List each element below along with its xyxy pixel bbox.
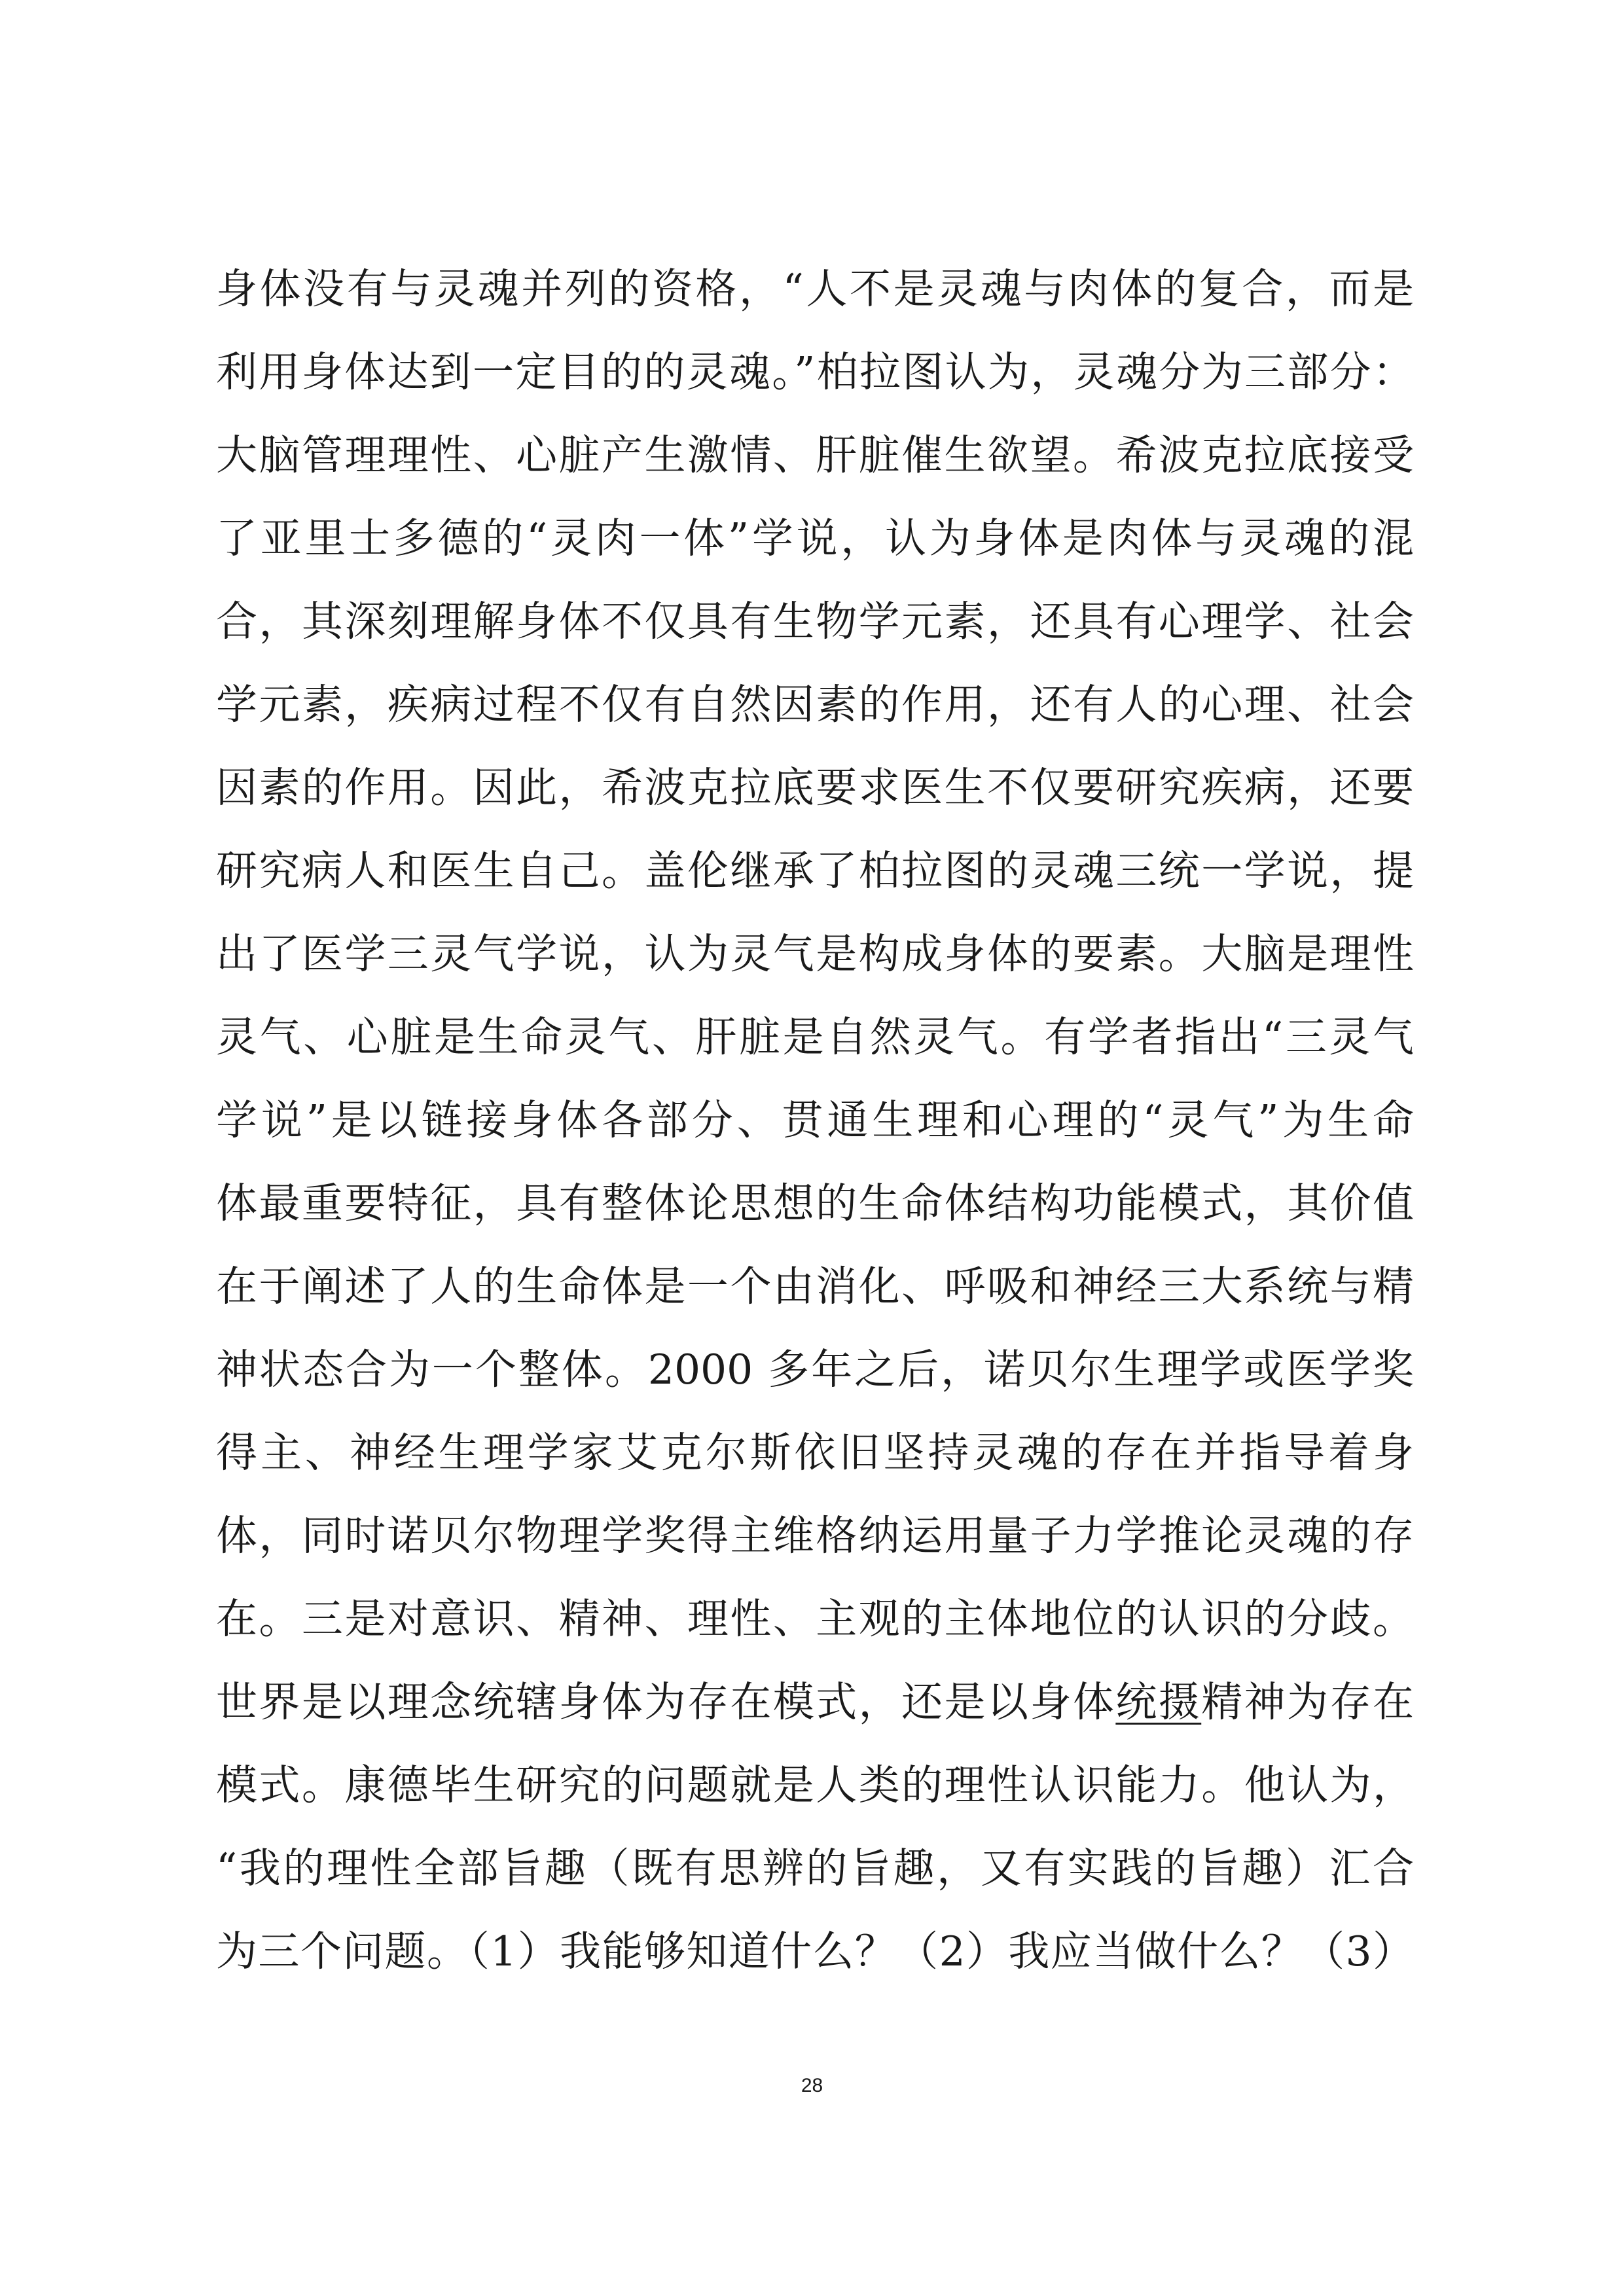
text-line: 模式。康德毕生研究的问题就是人类的理性认识能力。他认为， — [216, 1761, 1414, 1809]
text-segment: 世界是以理念统辖身体为存在模式，还是以身体 — [216, 1678, 1116, 1726]
text-segment: 精神为存在 — [1201, 1678, 1414, 1726]
text-line — [216, 1660, 1414, 1744]
body-text — [216, 247, 1414, 1993]
text-line: 体最重要特征，具有整体论思想的生命体结构功能模式，其价值 — [216, 1179, 1414, 1227]
text-line: 研究病人和医生自己。盖伦继承了柏拉图的灵魂三统一学说，提 — [216, 847, 1414, 895]
text-line: 体，同时诺贝尔物理学奖得主维格纳运用量子力学推论灵魂的存 — [216, 1512, 1414, 1560]
text-line: 在于阐述了人的生命体是一个由消化、呼吸和神经三大系统与精 — [216, 1263, 1414, 1310]
text-line: 为三个问题。（1）我能够知道什么？（2）我应当做什么？（3） — [216, 1928, 1414, 1975]
text-line: 因素的作用。因此，希波克拉底要求医生不仅要研究疾病，还要 — [216, 764, 1414, 812]
text-line: 得主、神经生理学家艾克尔斯依旧坚持灵魂的存在并指导着身 — [216, 1429, 1414, 1477]
text-line: 灵气、心脏是生命灵气、肝脏是自然灵气。有学者指出“三灵气 — [216, 1013, 1414, 1061]
underlined-term: 统摄 — [1115, 1678, 1202, 1726]
text-line: 合，其深刻理解身体不仅具有生物学元素，还具有心理学、社会 — [216, 598, 1414, 645]
text-line: 出了医学三灵气学说，认为灵气是构成身体的要素。大脑是理性 — [216, 930, 1414, 978]
text-line: 大脑管理理性、心脏产生激情、肝脏催生欲望。希波克拉底接受 — [216, 431, 1414, 479]
text-line: “我的理性全部旨趣（既有思辨的旨趣，又有实践的旨趣）汇合 — [216, 1844, 1414, 1892]
text-line: 身体没有与灵魂并列的资格，“人不是灵魂与肉体的复合，而是 — [216, 265, 1414, 313]
text-line: 利用身体达到一定目的的灵魂。”柏拉图认为，灵魂分为三部分： — [216, 348, 1414, 396]
text-line: 了亚里士多德的“灵肉一体”学说，认为身体是肉体与灵魂的混 — [216, 514, 1414, 562]
text-line: 神状态合为一个整体。2000 多年之后，诺贝尔生理学或医学奖 — [216, 1346, 1414, 1393]
text-line: 学说”是以链接身体各部分、贯通生理和心理的“灵气”为生命 — [216, 1096, 1414, 1144]
text-line: 在。三是对意识、精神、理性、主观的主体地位的认识的分歧。 — [216, 1595, 1414, 1643]
text-line: 学元素，疾病过程不仅有自然因素的作用，还有人的心理、社会 — [216, 681, 1414, 728]
page-number: 28 — [801, 2075, 823, 2096]
